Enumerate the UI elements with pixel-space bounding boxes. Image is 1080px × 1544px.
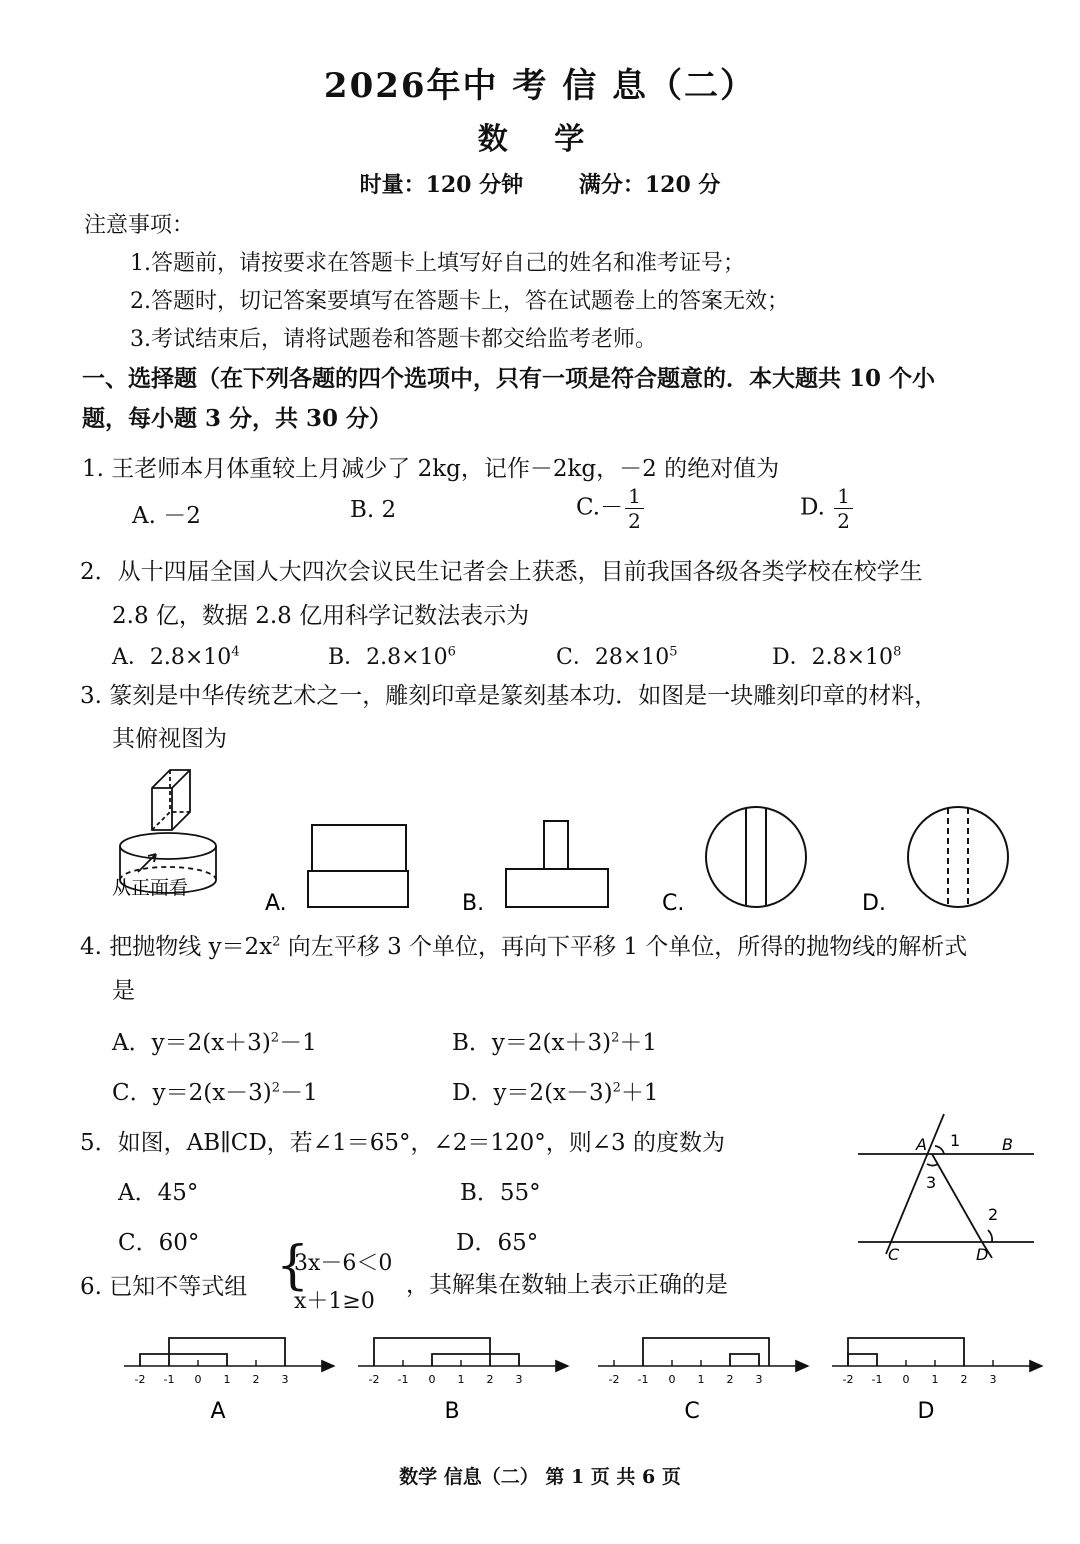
cylinder-top-ellipse [120, 833, 216, 859]
q2-option-b-base: B．2.8×10 [328, 645, 448, 670]
q3-stem-line2: 其俯视图为 [112, 726, 227, 752]
q2-stem-line1: 2．从十四届全国人大四次会议民生记者会上获悉，目前我国各级各类学校在校学生 [80, 559, 923, 585]
full-score: 满分：120 分 [578, 172, 721, 198]
q5-option-b: B．55° [460, 1180, 541, 1206]
q3-option-c-figure [706, 807, 806, 907]
q3-option-a-label: A. [265, 891, 287, 916]
fraction-numerator: 1 [834, 486, 853, 509]
q4-option-b [452, 1024, 657, 1057]
number-line-option-label: B [444, 1399, 460, 1424]
time-limit: 时量：120 分钟 [359, 172, 524, 198]
exponent: 2 [612, 1080, 621, 1096]
tick-label: 3 [755, 1373, 763, 1386]
tick-label: 3 [515, 1373, 523, 1386]
point-c-label: C [888, 1245, 900, 1264]
q2-option-d-base: D．2.8×10 [772, 645, 894, 670]
q1-stem: 1. 王老师本月体重较上月减少了 2kg，记作－2kg，－2 的绝对值为 [82, 456, 780, 482]
section-heading-line1: 一、选择题（在下列各题的四个选项中，只有一项是符合题意的．本大题共 10 个小 [82, 365, 936, 392]
q4-option-c [112, 1074, 318, 1107]
tick-label: 1 [931, 1373, 939, 1386]
q1-option-b: B. 2 [350, 497, 397, 523]
q6-inequality-1: 3x－6＜0 [294, 1251, 393, 1276]
q3-figures [90, 760, 1070, 925]
q4-option-a [112, 1024, 317, 1057]
rect-small [544, 821, 568, 869]
exponent: 2 [272, 934, 281, 950]
section-heading-line2: 题，每小题 3 分，共 30 分） [82, 405, 393, 432]
tick-label: -2 [134, 1373, 146, 1386]
page-footer: 数学 信息（二） 第 1 页 共 6 页 [399, 1466, 681, 1488]
circle [706, 807, 806, 907]
q2-option-d [772, 640, 901, 671]
q2-option-b [328, 640, 456, 671]
angle-2-arc [988, 1230, 992, 1242]
q1-option-a: A. －2 [132, 503, 201, 529]
q4-option-c-part1: C．y＝2(x－3) [112, 1080, 272, 1106]
fraction-denominator: 2 [837, 509, 850, 533]
q6-number-lines [110, 1326, 1050, 1430]
front-view-label: 从正面看 [112, 877, 189, 899]
tick-label: -1 [637, 1373, 649, 1386]
q2-stem-line2: 2.8 亿，数据 2.8 亿用科学记数法表示为 [112, 603, 530, 629]
exponent: 6 [447, 644, 456, 660]
number-line-a [124, 1338, 334, 1424]
exam-meta [0, 168, 1080, 199]
q5-geometry-figure [852, 1108, 1042, 1268]
q2-option-a-base: A．2.8×10 [112, 645, 232, 670]
q4-stem-part2: 向左平移 3 个单位，再向下平移 1 个单位，所得的抛物线的解析式 [280, 934, 968, 960]
notice-heading: 注意事项： [84, 213, 195, 238]
point-b-label: B [1002, 1135, 1013, 1154]
exponent: 2 [611, 1030, 620, 1046]
segment-ad [932, 1154, 982, 1242]
tick-label: 0 [902, 1373, 910, 1386]
rect-upper [312, 825, 406, 871]
tick-label: -1 [397, 1373, 409, 1386]
tick-label: 0 [428, 1373, 436, 1386]
prism-hidden-edges [152, 770, 190, 830]
q1-option-c [576, 486, 644, 531]
q3-option-c-label: C. [662, 891, 685, 916]
q4-option-b-part1: B．y＝2(x＋3) [452, 1030, 612, 1056]
q4-stem-part1: 4. 把抛物线 y＝2x [80, 934, 273, 960]
q6-inequality-2: x＋1≥0 [294, 1289, 375, 1314]
number-line-option-label: D [917, 1399, 935, 1424]
tick-label: 2 [252, 1373, 260, 1386]
tick-label: 0 [194, 1373, 202, 1386]
number-line-b [358, 1338, 568, 1424]
q4-stem-line1 [80, 928, 967, 961]
tick-label: 2 [486, 1373, 494, 1386]
q3-option-b-figure [506, 821, 608, 907]
solution-bar [140, 1354, 227, 1366]
exponent: 5 [669, 644, 678, 660]
notice-item-1: 1.答题前，请按要求在答题卡上填写好自己的姓名和准考证号； [130, 251, 745, 276]
q4-option-d-part1: D．y＝2(x－3) [452, 1080, 613, 1106]
q2-option-c [556, 640, 678, 671]
q4-option-a-part2: －1 [279, 1030, 317, 1056]
q1-option-d [800, 486, 853, 531]
tick-label: -2 [608, 1373, 620, 1386]
solution-bar [643, 1338, 769, 1366]
q4-option-c-part2: －1 [280, 1080, 318, 1106]
q4-option-b-part2: ＋1 [619, 1030, 658, 1056]
tick-label: -1 [163, 1373, 175, 1386]
exponent: 8 [893, 644, 902, 660]
angle-3-label: 3 [926, 1173, 937, 1192]
seal-material-figure [120, 770, 216, 893]
q6-prefix: 6. 已知不等式组 [80, 1274, 248, 1300]
notice-item-3: 3.考试结束后，请将试题卷和答题卡都交给监考老师。 [130, 327, 657, 352]
number-line-d [832, 1338, 1042, 1424]
point-a-label: A [916, 1135, 927, 1154]
angle-1-label: 1 [950, 1131, 961, 1150]
rect-lower [308, 871, 408, 907]
q4-option-d-part2: ＋1 [620, 1080, 659, 1106]
tick-label: 1 [457, 1373, 465, 1386]
q3-stem-line1: 3. 篆刻是中华传统艺术之一，雕刻印章是篆刻基本功．如图是一块雕刻印章的材料， [80, 683, 938, 709]
number-line-option-label: C [684, 1399, 700, 1424]
tick-label: -2 [842, 1373, 854, 1386]
fraction-numerator: 1 [625, 486, 644, 509]
prism-edges [152, 770, 190, 830]
solution-bar [432, 1354, 519, 1366]
q4-option-d [452, 1074, 659, 1107]
q5-option-a: A．45° [118, 1180, 199, 1206]
tick-label: -1 [871, 1373, 883, 1386]
solution-bar [848, 1354, 877, 1366]
fraction [834, 486, 853, 531]
tick-label: 2 [960, 1373, 968, 1386]
number-line-c [598, 1338, 808, 1424]
tick-label: 3 [281, 1373, 289, 1386]
number-line-option-label: A [210, 1399, 226, 1424]
angle-1-arc [935, 1146, 944, 1154]
q3-option-d-label: D. [862, 891, 886, 916]
circle [908, 807, 1008, 907]
q4-stem-line2: 是 [112, 978, 135, 1004]
solution-bar [730, 1354, 759, 1366]
q5-option-d: D．65° [456, 1230, 539, 1256]
q3-option-b-label: B. [462, 891, 485, 916]
fraction-denominator: 2 [628, 509, 641, 533]
tick-label: 2 [726, 1373, 734, 1386]
tick-label: 0 [668, 1373, 676, 1386]
fraction [625, 486, 644, 531]
q3-option-d-figure [908, 807, 1008, 907]
tick-label: 1 [697, 1373, 705, 1386]
prism-front [152, 770, 190, 830]
q3-option-a-figure [308, 825, 408, 907]
subject-title: 数 学 [477, 122, 603, 157]
exponent: 4 [231, 644, 240, 660]
notice-item-2: 2.答题时，切记答案要填写在答题卡上，答在试题卷上的答案无效； [130, 289, 789, 314]
system-brace: { [276, 1236, 310, 1296]
exponent: 2 [270, 1030, 280, 1046]
q1-option-d-prefix: D. [800, 494, 825, 521]
tick-label: 1 [223, 1373, 231, 1386]
q1-option-c-prefix: C.－ [576, 494, 624, 521]
q2-option-a [112, 640, 240, 671]
angle-2-label: 2 [988, 1205, 999, 1224]
q2-option-c-base: C．28×10 [556, 645, 670, 670]
exam-title: 2026年中 考 信 息（二） [323, 66, 757, 106]
q4-option-a-part1: A．y＝2(x＋3) [112, 1030, 271, 1056]
angle-3-arc [927, 1164, 938, 1165]
q6-suffix: ，其解集在数轴上表示正确的是 [406, 1272, 728, 1298]
tick-label: -2 [368, 1373, 380, 1386]
exponent: 2 [271, 1080, 281, 1096]
point-d-label: D [976, 1245, 989, 1264]
q5-stem: 5．如图，AB∥CD，若∠1＝65°，∠2＝120°，则∠3 的度数为 [80, 1130, 725, 1156]
tick-label: 3 [989, 1373, 997, 1386]
rect-wide [506, 869, 608, 907]
q5-option-c: C．60° [118, 1230, 200, 1256]
